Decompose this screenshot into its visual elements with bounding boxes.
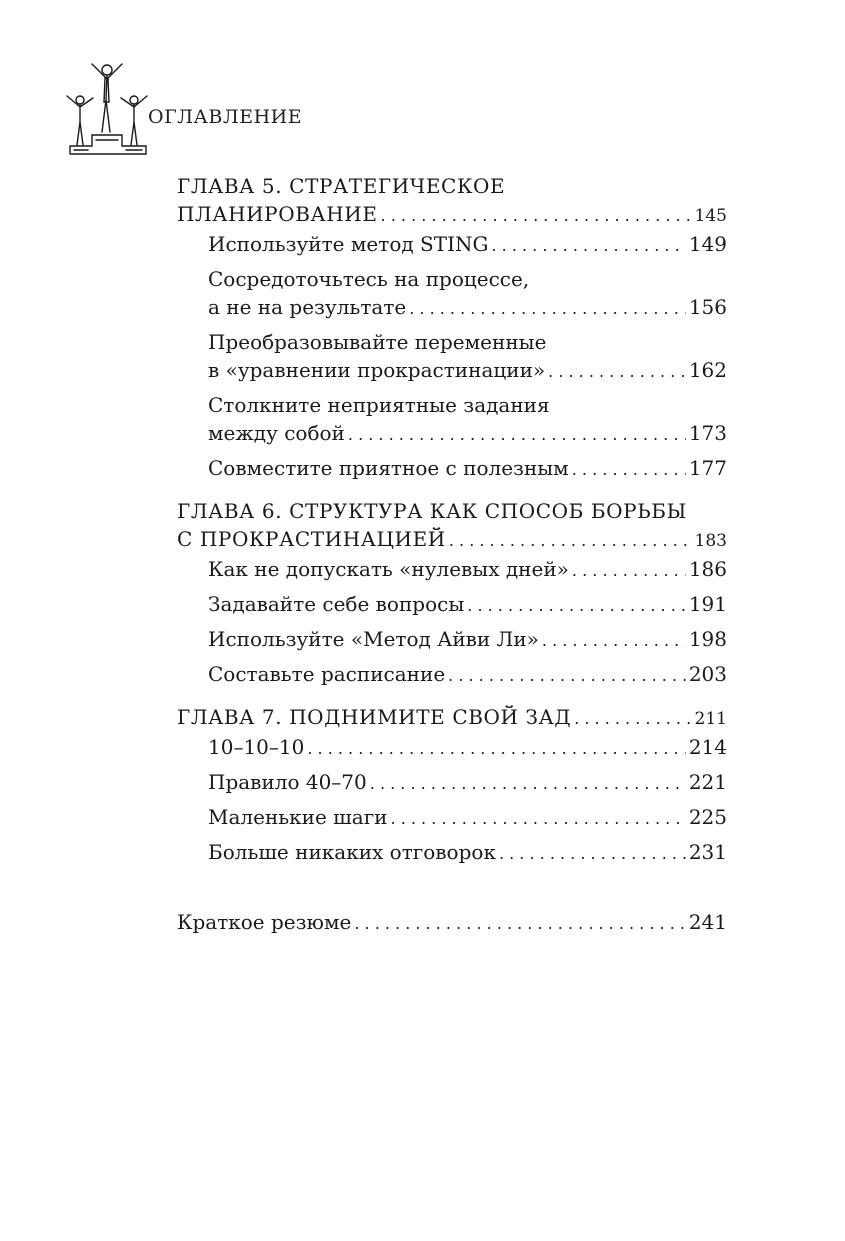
page-number: 221 bbox=[688, 770, 727, 794]
leader-dots bbox=[572, 557, 686, 585]
item-title: Совместите приятное с полезным bbox=[208, 456, 569, 480]
page-number: 198 bbox=[688, 627, 727, 651]
chapter-title: ПЛАНИРОВАНИЕ bbox=[177, 202, 378, 226]
toc-item[interactable] bbox=[208, 454, 727, 484]
chapter-title-line: ГЛАВА 5. СТРАТЕГИЧЕСКОЕ bbox=[177, 174, 506, 198]
toc-item[interactable] bbox=[208, 555, 727, 585]
item-title: Составьте расписание bbox=[208, 662, 446, 686]
item-title: Больше никаких отговорок bbox=[208, 840, 496, 864]
item-title-line: Столкните неприятные задания bbox=[208, 393, 550, 417]
page-number: 241 bbox=[688, 910, 727, 934]
summary-title: Краткое резюме bbox=[177, 910, 352, 934]
leader-dots bbox=[370, 770, 686, 798]
toc-item[interactable] bbox=[208, 590, 727, 620]
chapter-entry[interactable] bbox=[177, 703, 727, 733]
page-number: 225 bbox=[688, 805, 727, 829]
toc-item[interactable] bbox=[208, 625, 727, 655]
leader-dots bbox=[381, 202, 692, 230]
page-number: 191 bbox=[688, 592, 727, 616]
toc-item[interactable] bbox=[208, 660, 727, 690]
item-title: Как не допускать «нулевых дней» bbox=[208, 557, 569, 581]
page-number: 186 bbox=[688, 557, 727, 581]
page-number: 203 bbox=[688, 662, 727, 686]
item-title-line: Преобразовывайте переменные bbox=[208, 330, 547, 354]
leader-dots bbox=[467, 592, 686, 620]
item-title: а не на результате bbox=[208, 295, 407, 319]
leader-dots bbox=[391, 805, 686, 833]
leader-dots bbox=[548, 358, 686, 386]
page-number: 156 bbox=[688, 295, 727, 319]
item-title: Маленькие шаги bbox=[208, 805, 388, 829]
item-title: Задавайте себе вопросы bbox=[208, 592, 465, 616]
page-number: 173 bbox=[688, 421, 727, 445]
page-number: 145 bbox=[694, 206, 727, 226]
item-title-line: Сосредоточьтесь на процессе, bbox=[208, 267, 530, 291]
chapter-title-line: ГЛАВА 6. СТРУКТУРА КАК СПОСОБ БОРЬБЫ bbox=[177, 499, 687, 523]
podium-figures-icon bbox=[62, 60, 152, 156]
toc-item[interactable] bbox=[208, 328, 727, 386]
chapter-6 bbox=[177, 497, 727, 690]
chapter-entry[interactable] bbox=[177, 200, 727, 230]
page-number: 177 bbox=[688, 456, 727, 480]
leader-dots bbox=[491, 232, 685, 260]
toc-item[interactable] bbox=[208, 768, 727, 798]
page-header bbox=[62, 60, 322, 160]
leader-dots bbox=[449, 527, 692, 555]
page-number: 214 bbox=[688, 735, 727, 759]
page-number: 211 bbox=[694, 709, 727, 729]
toc-item[interactable] bbox=[208, 265, 727, 323]
chapter-title: С ПРОКРАСТИНАЦИЕЙ bbox=[177, 527, 446, 551]
page-number: 183 bbox=[694, 531, 727, 551]
leader-dots bbox=[572, 456, 686, 484]
leader-dots bbox=[574, 705, 691, 733]
leader-dots bbox=[499, 840, 686, 868]
item-title: Используйте «Метод Айви Ли» bbox=[208, 627, 539, 651]
chapter-title: ГЛАВА 7. ПОДНИМИТЕ СВОЙ ЗАД bbox=[177, 705, 572, 729]
toc-item[interactable] bbox=[208, 838, 727, 868]
item-title: Правило 40–70 bbox=[208, 770, 367, 794]
toc-item[interactable] bbox=[208, 230, 727, 260]
leader-dots bbox=[354, 910, 685, 938]
toc-item[interactable] bbox=[208, 391, 727, 449]
page-number: 231 bbox=[688, 840, 727, 864]
chapter-7 bbox=[177, 703, 727, 868]
chapter-5 bbox=[177, 172, 727, 484]
item-title: в «уравнении прокрастинации» bbox=[208, 358, 546, 382]
item-title: Используйте метод STING bbox=[208, 232, 489, 256]
leader-dots bbox=[448, 662, 686, 690]
page-number: 149 bbox=[688, 232, 727, 256]
chapter-entry[interactable] bbox=[177, 525, 727, 555]
page-number: 162 bbox=[688, 358, 727, 382]
toc-item[interactable] bbox=[208, 803, 727, 833]
item-title: между собой bbox=[208, 421, 345, 445]
summary-entry[interactable] bbox=[177, 908, 727, 938]
toc-item[interactable] bbox=[208, 733, 727, 763]
leader-dots bbox=[409, 295, 686, 323]
leader-dots bbox=[348, 421, 686, 449]
leader-dots bbox=[542, 627, 686, 655]
item-title: 10–10–10 bbox=[208, 735, 305, 759]
table-of-contents bbox=[177, 172, 727, 938]
leader-dots bbox=[307, 735, 685, 763]
page-title: ОГЛАВЛЕНИЕ bbox=[148, 106, 303, 128]
